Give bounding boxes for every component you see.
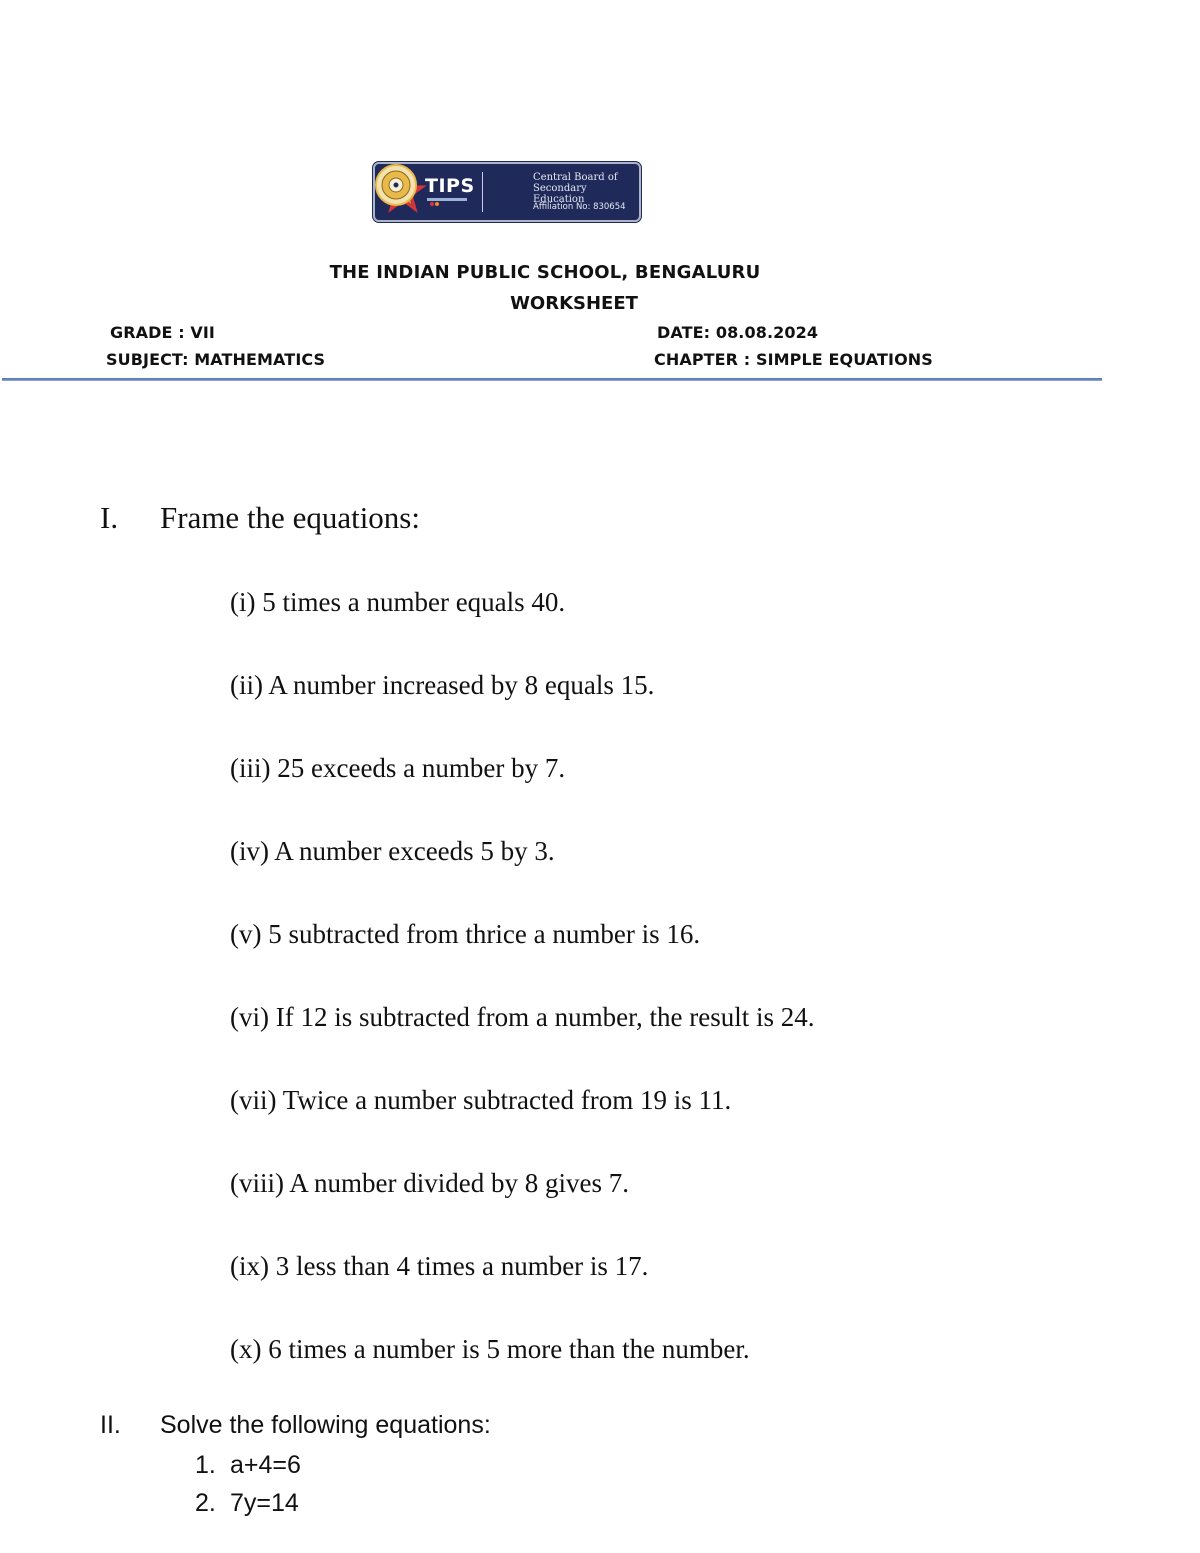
question-item: (x) 6 times a number is 5 more than the number. (230, 1334, 750, 1364)
date-label: DATE: 08.08.2024 (657, 323, 819, 342)
equation-item (195, 1488, 299, 1518)
school-name: THE INDIAN PUBLIC SCHOOL, BENGALURU (329, 262, 761, 283)
cbse-seal-icon (375, 164, 417, 206)
section-1-title: Frame the equations: (160, 500, 420, 535)
grade-label: GRADE : VII (110, 323, 215, 342)
question-item: (vi) If 12 is subtracted from a number, the result is 24. (230, 1002, 815, 1032)
logo-divider (482, 172, 483, 212)
question-item: (viii) A number divided by 8 gives 7. (230, 1168, 629, 1198)
question-item: (ii) A number increased by 8 equals 15. (230, 670, 655, 700)
section-2-number: II. (100, 1411, 121, 1439)
section-1-number: I. (100, 500, 119, 535)
chapter-label: CHAPTER : SIMPLE EQUATIONS (654, 350, 933, 369)
document-type: WORKSHEET (510, 293, 638, 314)
question-item: (v) 5 subtracted from thrice a number is 16. (230, 919, 701, 949)
equation-number: 1. (195, 1451, 216, 1479)
question-item: (ix) 3 less than 4 times a number is 17. (230, 1251, 649, 1281)
logo-brand-text: TIPS (425, 175, 475, 197)
equation-item (195, 1450, 301, 1480)
school-logo (373, 162, 641, 222)
question-item: (vii) Twice a number subtracted from 19 is 11. (230, 1085, 732, 1115)
question-item: (i) 5 times a number equals 40. (230, 587, 566, 617)
header-divider (2, 378, 1102, 381)
equation-number: 2. (195, 1489, 216, 1517)
question-item: (iii) 25 exceeds a number by 7. (230, 753, 566, 783)
subject-label: SUBJECT: MATHEMATICS (106, 350, 326, 369)
question-item: (iv) A number exceeds 5 by 3. (230, 836, 555, 866)
equation-text: 7y=14 (230, 1489, 299, 1517)
section-2-title: Solve the following equations: (160, 1411, 491, 1439)
logo-board-name: Central Board of Secondary Education (533, 172, 618, 205)
logo-affiliation: Affiliation No: 830654 (533, 202, 626, 212)
equation-text: a+4=6 (230, 1451, 301, 1479)
